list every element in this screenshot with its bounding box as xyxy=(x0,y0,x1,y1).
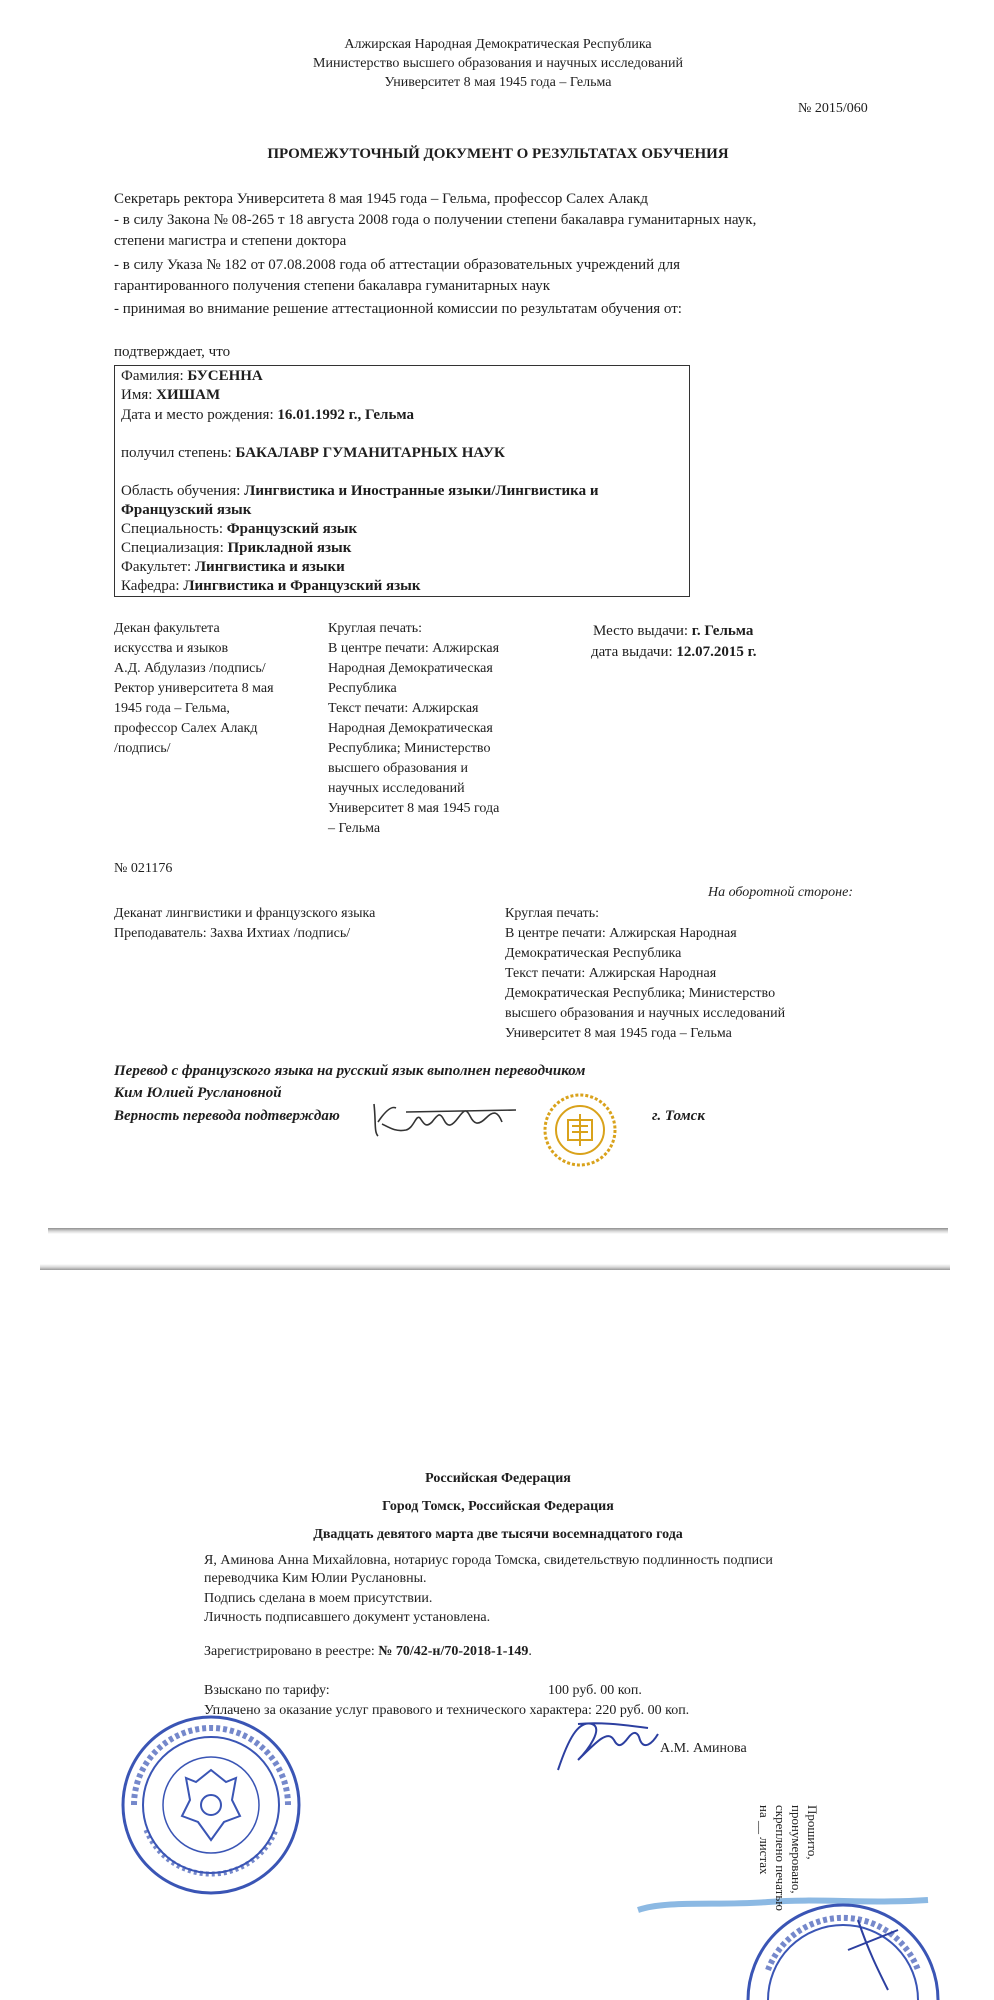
registry-number: № 70/42-н/70-2018-1-149 xyxy=(378,1644,529,1659)
signatory-line-4: Ректор университета 8 мая xyxy=(114,681,274,696)
faculty-value: Лингвистика и языки xyxy=(194,559,345,575)
document-page-1 xyxy=(48,0,948,1228)
intro-line-3: степени магистра и степени доктора xyxy=(114,233,347,249)
issue-place xyxy=(593,622,753,641)
document-number: № 2015/060 xyxy=(798,101,868,116)
seal-line-2: В центре печати: Алжирская xyxy=(328,641,500,656)
seal-line-10: Университет 8 мая 1945 года xyxy=(328,801,500,816)
dean-office-line-1: Деканат лингвистики и французского языка xyxy=(114,906,376,921)
specialization-row xyxy=(121,539,351,558)
translation-line-3: Верность перевода подтверждаю xyxy=(114,1108,340,1124)
department-label: Кафедра: xyxy=(121,578,184,594)
field-label: Область обучения: xyxy=(121,483,245,499)
seal-line-3: Народная Демократическая xyxy=(328,661,493,676)
reverse-seal-line-4: Текст печати: Алжирская Народная xyxy=(505,966,717,981)
seal-line-4: Республика xyxy=(328,681,397,696)
degree-value: БАКАЛАВР ГУМАНИТАРНЫХ НАУК xyxy=(235,445,505,461)
stitched-note-line-3: скреплено печатью xyxy=(773,1805,788,1911)
student-info-box xyxy=(114,365,690,597)
issue-date xyxy=(591,643,757,662)
notary-body-line-1: Я, Аминова Анна Михайловна, нотариус города Томска, свидетельствую подлинность подписи xyxy=(204,1553,773,1568)
department-value: Лингвистика и Французский язык xyxy=(183,578,421,594)
seal-line-7: Республика; Министерство xyxy=(328,741,491,756)
translation-line-2: Ким Юлией Руслановной xyxy=(114,1085,282,1101)
page-separator xyxy=(0,1228,994,1270)
name-row xyxy=(121,386,220,405)
tariff-label: Взыскано по тарифу: xyxy=(204,1683,330,1698)
signatory-line-2: искусства и языков xyxy=(114,641,229,656)
surname-label: Фамилия: xyxy=(121,368,188,384)
seal-line-9: научных исследований xyxy=(328,781,465,796)
reverse-side-label: На оборотной стороне: xyxy=(708,885,853,900)
seal-line-11: – Гельма xyxy=(328,821,381,836)
department-row xyxy=(121,577,420,596)
name-value: ХИШАМ xyxy=(156,387,221,403)
surname-row xyxy=(121,367,263,386)
name-label: Имя: xyxy=(121,387,157,403)
reverse-seal-line-3: Демократическая Республика xyxy=(505,946,682,961)
surname-value: БУСЕННА xyxy=(187,368,263,384)
notary-date: Двадцать девятого марта две тысячи восемнадцатого года xyxy=(313,1527,683,1542)
notary-body-line-4: Личность подписавшего документ установлена. xyxy=(204,1610,491,1625)
faculty-row xyxy=(121,558,345,577)
reverse-seal-line-6: высшего образования и научных исследований xyxy=(505,1006,786,1021)
confirms-text: подтверждает, что xyxy=(114,344,231,360)
faculty-label: Факультет: xyxy=(121,559,195,575)
header-line-3: Университет 8 мая 1945 года – Гельма xyxy=(384,75,612,90)
services-line: Уплачено за оказание услуг правового и технического характера: 220 руб. 00 коп. xyxy=(204,1703,690,1718)
birth-label: Дата и место рождения: xyxy=(121,407,278,423)
specialization-value: Прикладной язык xyxy=(227,540,352,556)
registry-label: Зарегистрировано в реестре: xyxy=(204,1644,379,1659)
document-title: ПРОМЕЖУТОЧНЫЙ ДОКУМЕНТ О РЕЗУЛЬТАТАХ ОБУЧЕНИЯ xyxy=(267,146,729,162)
stitched-note-line-1: Прошито, xyxy=(805,1805,820,1860)
signatory-line-6: профессор Салех Алакд xyxy=(114,721,258,736)
birth-value: 16.01.1992 г., Гельма xyxy=(277,407,415,423)
translation-city: г. Томск xyxy=(652,1108,705,1124)
notary-country: Российская Федерация xyxy=(425,1471,571,1486)
stitched-note-line-4: на __ листах xyxy=(757,1805,772,1875)
field-value-2: Французский язык xyxy=(121,502,252,518)
notary-signature xyxy=(548,1710,668,1780)
notary-body-line-3: Подпись сделана в моем присутствии. xyxy=(204,1591,433,1606)
signatory-line-7: /подпись/ xyxy=(114,741,171,756)
degree-row xyxy=(121,444,505,463)
issue-date-label: дата выдачи: xyxy=(591,644,677,660)
intro-line-1: Секретарь ректора Университета 8 мая 1945 года – Гельма, профессор Салех Алакд xyxy=(114,191,648,207)
number-2: № 021176 xyxy=(114,861,173,876)
signatory-line-1: Декан факультета xyxy=(114,621,220,636)
specialty-row xyxy=(121,520,357,539)
reverse-seal-line-2: В центре печати: Алжирская Народная xyxy=(505,926,737,941)
notary-name: А.М. Аминова xyxy=(660,1741,747,1756)
reverse-seal-line-1: Круглая печать: xyxy=(505,906,599,921)
intro-line-5: гарантированного получения степени бакалавра гуманитарных наук xyxy=(114,278,551,294)
field-value-1: Лингвистика и Иностранные языки/Лингвистика и xyxy=(244,483,599,499)
specialty-label: Специальность: xyxy=(121,521,227,537)
stitched-note xyxy=(660,1805,820,1955)
dean-office-line-2: Преподаватель: Захва Ихтиах /подпись/ xyxy=(114,926,351,941)
degree-label: получил степень: xyxy=(121,445,236,461)
seal-line-6: Народная Демократическая xyxy=(328,721,493,736)
page-1-bottom-edge xyxy=(48,1228,948,1234)
notary-city: Город Томск, Российская Федерация xyxy=(382,1499,614,1514)
signatory-line-5: 1945 года – Гельма, xyxy=(114,701,230,716)
seal-line-8: высшего образования и xyxy=(328,761,468,776)
tariff-value: 100 руб. 00 коп. xyxy=(548,1683,642,1698)
intro-line-2: - в силу Закона № 08-265 т 18 августа 2008 года о получении степени бакалавра гуманитарных наук, xyxy=(114,212,757,228)
issue-place-label: Место выдачи: xyxy=(593,623,692,639)
issue-date-value: 12.07.2015 г. xyxy=(676,644,757,660)
stitched-note-line-2: пронумеровано, xyxy=(789,1805,804,1894)
translator-stamp xyxy=(540,1090,620,1170)
specialty-value: Французский язык xyxy=(226,521,358,537)
signatory-line-3: А.Д. Абдулазиз /подпись/ xyxy=(114,661,266,676)
reverse-seal-line-5: Демократическая Республика; Министерство xyxy=(505,986,776,1001)
translator-signature xyxy=(366,1092,536,1142)
header-line-1: Алжирская Народная Демократическая Республика xyxy=(344,37,652,52)
field-row xyxy=(121,482,598,501)
seal-line-1: Круглая печать: xyxy=(328,621,422,636)
intro-line-4: - в силу Указа № 182 от 07.08.2008 года об аттестации образовательных учреждений для xyxy=(114,257,680,273)
reverse-seal-line-7: Университет 8 мая 1945 года – Гельма xyxy=(505,1026,732,1041)
intro-line-6: - принимая во внимание решение аттестационной комиссии по результатам обучения от: xyxy=(114,301,682,317)
translation-line-1: Перевод с французского языка на русский язык выполнен переводчиком xyxy=(114,1063,586,1079)
specialization-label: Специализация: xyxy=(121,540,228,556)
notary-seal xyxy=(116,1710,306,1900)
registry-dot: . xyxy=(528,1644,532,1659)
issue-place-value: г. Гельма xyxy=(691,623,754,639)
registry-line xyxy=(204,1643,532,1661)
header-line-2: Министерство высшего образования и научных исследований xyxy=(313,56,683,71)
seal-line-5: Текст печати: Алжирская xyxy=(328,701,479,716)
notary-body-line-2: переводчика Ким Юлии Руслановны. xyxy=(204,1571,427,1586)
field-row-2 xyxy=(121,501,251,520)
birth-row xyxy=(121,406,414,425)
